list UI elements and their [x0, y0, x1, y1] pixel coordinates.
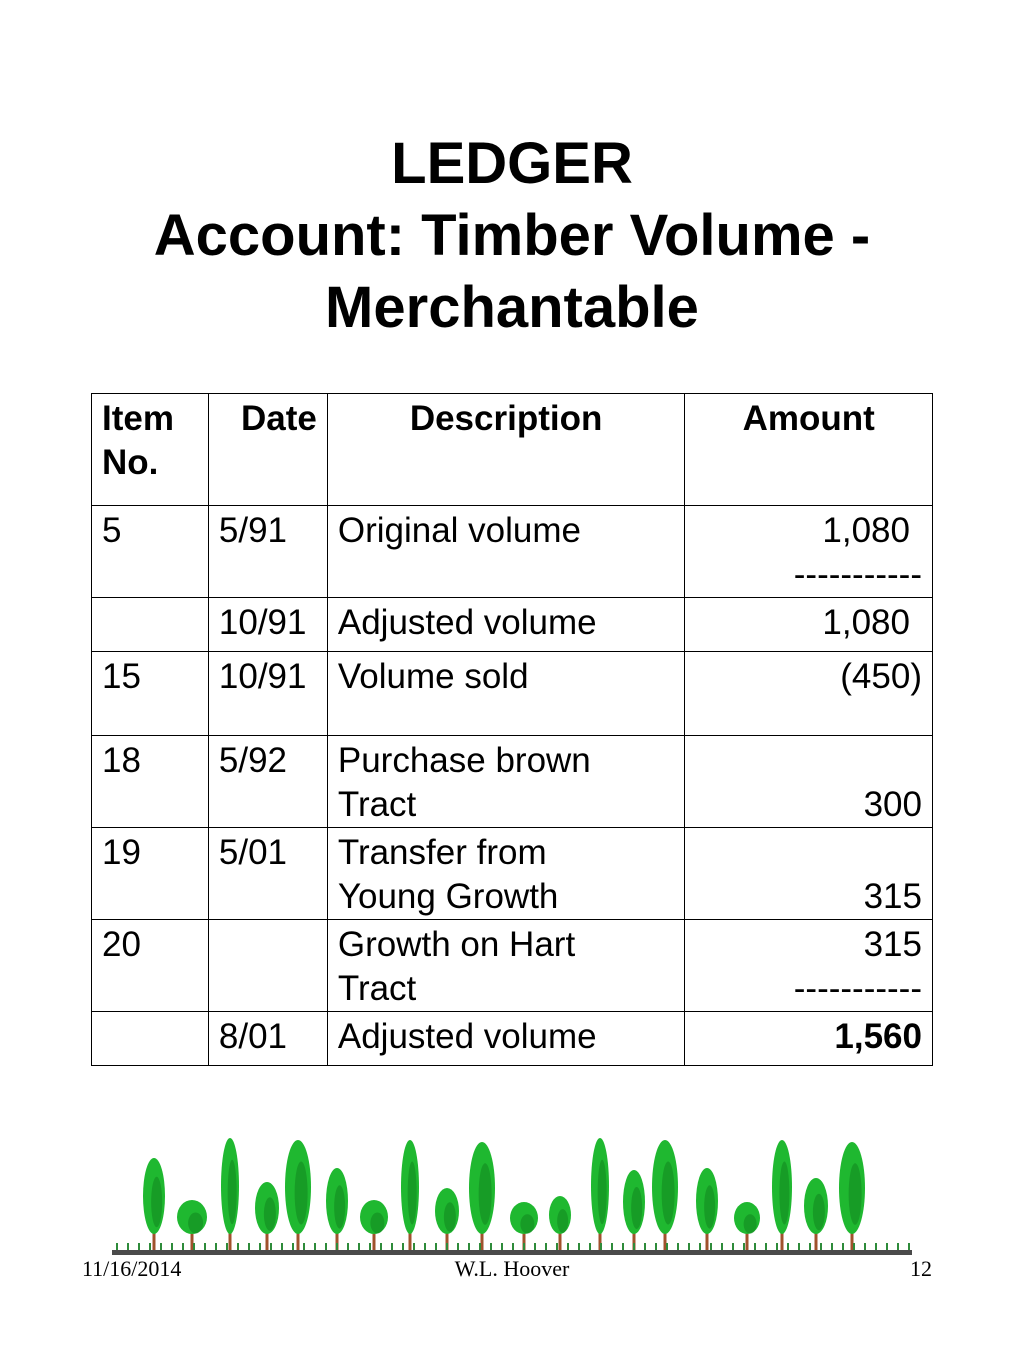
tree-line-decoration	[112, 1130, 912, 1260]
grass-blade	[655, 1243, 657, 1250]
grass-blade	[446, 1243, 448, 1250]
header-description: Description	[327, 394, 684, 506]
grass-blade	[633, 1243, 635, 1250]
grass-blade	[622, 1243, 624, 1250]
header-item-no: Item No.	[92, 394, 209, 506]
tree-shade	[520, 1214, 534, 1234]
grass-blade	[897, 1243, 899, 1250]
tree-shade	[479, 1163, 492, 1225]
grass-blade	[589, 1243, 591, 1250]
cell-date: 8/01	[208, 1012, 327, 1066]
grass-blade	[666, 1243, 668, 1250]
grass-blade	[457, 1243, 459, 1250]
grass-blade	[545, 1243, 547, 1250]
grass-blade	[369, 1243, 371, 1250]
grass-blade	[204, 1243, 206, 1250]
cell-description	[327, 506, 684, 598]
cell-amount	[685, 1012, 933, 1066]
title-line-2: Account: Timber Volume -	[153, 203, 871, 268]
desc-line: Adjusted volume	[337, 1017, 597, 1056]
cell-amount	[685, 506, 933, 598]
tree-shade	[813, 1194, 825, 1230]
footer-date: 11/16/2014	[82, 1256, 182, 1281]
table-row	[92, 1012, 933, 1066]
grass-blade	[776, 1243, 778, 1250]
cell-date: 5/01	[208, 828, 327, 920]
cell-amount	[685, 598, 933, 652]
amount-value: 1,080	[822, 511, 910, 550]
amount-value: 315	[863, 925, 922, 964]
header-amount: Amount	[685, 394, 933, 506]
grass-blade	[138, 1243, 140, 1250]
grass-blade	[886, 1243, 888, 1250]
grass-blade	[831, 1243, 833, 1250]
footer-author: W.L. Hoover	[454, 1256, 570, 1281]
grass-blade	[875, 1243, 877, 1250]
cell-amount	[685, 828, 933, 920]
grass-blade	[270, 1243, 272, 1250]
grass-blade	[556, 1243, 558, 1250]
grass-blade	[501, 1243, 503, 1250]
grass-blade	[908, 1243, 910, 1250]
cell-description	[327, 652, 684, 736]
tree-shade	[779, 1162, 789, 1225]
grass-blade	[127, 1243, 129, 1250]
desc-line: Volume sold	[337, 657, 529, 696]
cell-item: 19	[92, 828, 209, 920]
tree-shade	[370, 1213, 384, 1234]
desc-line: Purchase brown	[337, 741, 591, 780]
grass-blade	[380, 1243, 382, 1250]
grass-blade	[160, 1243, 162, 1250]
cell-description	[327, 736, 684, 828]
grass-blade	[754, 1243, 756, 1250]
grass-blade	[303, 1243, 305, 1250]
tree-shade	[264, 1197, 276, 1231]
desc-line: Original volume	[337, 511, 582, 550]
desc-line: Growth on Hart	[337, 925, 576, 964]
subtotal-rule: -----------	[793, 555, 922, 594]
grass-blade	[193, 1243, 195, 1250]
grass-blade	[512, 1243, 514, 1250]
desc-line: Transfer from	[337, 833, 547, 872]
trees-group	[116, 1138, 910, 1250]
grass-blade	[325, 1243, 327, 1250]
grass-blade	[864, 1243, 866, 1250]
grass-blade	[182, 1243, 184, 1250]
grass-blade	[314, 1243, 316, 1250]
cell-date	[208, 920, 327, 1012]
grass-blade	[710, 1243, 712, 1250]
cell-date: 10/91	[208, 598, 327, 652]
grass-blade	[391, 1243, 393, 1250]
ledger-table	[91, 393, 933, 1066]
grass-blade	[336, 1243, 338, 1250]
slide-title	[0, 128, 1024, 344]
desc-line: Adjusted volume	[337, 603, 597, 642]
grass-blade	[402, 1243, 404, 1250]
desc-line: Tract	[337, 785, 417, 824]
cell-description	[327, 828, 684, 920]
tree-shade	[631, 1187, 642, 1229]
table-row	[92, 736, 933, 828]
cell-description	[327, 920, 684, 1012]
grass-blade	[732, 1243, 734, 1250]
amount-spacer	[695, 831, 922, 875]
header-date: Date	[208, 394, 327, 506]
grass-blade	[149, 1243, 151, 1250]
tree-shade	[188, 1213, 203, 1234]
tree-shade	[408, 1162, 417, 1225]
tree-shade	[151, 1177, 162, 1227]
grass-blade	[479, 1243, 481, 1250]
grass-blade	[215, 1243, 217, 1250]
grass-blade	[424, 1243, 426, 1250]
grass-blade	[248, 1243, 250, 1250]
grass-blade	[116, 1243, 118, 1250]
grass-blade	[281, 1243, 283, 1250]
amount-value: (450)	[840, 657, 922, 696]
grass-blade	[677, 1243, 679, 1250]
grass-blade	[578, 1243, 580, 1250]
cell-amount	[685, 920, 933, 1012]
grass-blade	[468, 1243, 470, 1250]
grass-blade	[809, 1243, 811, 1250]
table-row	[92, 828, 933, 920]
table-row	[92, 506, 933, 598]
page-number: 12	[910, 1256, 932, 1281]
cell-description	[327, 598, 684, 652]
grass-blade	[259, 1243, 261, 1250]
header-row	[92, 394, 933, 506]
tree-shade	[662, 1162, 675, 1225]
grass-blade	[413, 1243, 415, 1250]
grass-blade	[721, 1243, 723, 1250]
tree-shade	[444, 1202, 456, 1231]
grass-blade	[743, 1243, 745, 1250]
grass-blade	[534, 1243, 536, 1250]
grass-blade	[292, 1243, 294, 1250]
cell-item: 20	[92, 920, 209, 1012]
subtotal-rule: -----------	[793, 969, 922, 1008]
grass-blade	[688, 1243, 690, 1250]
cell-item: 15	[92, 652, 209, 736]
tree-shade	[704, 1185, 715, 1228]
cell-amount	[685, 736, 933, 828]
grass-blade	[567, 1243, 569, 1250]
amount-value: 1,080	[822, 603, 910, 642]
grass-blade	[787, 1243, 789, 1250]
title-line-3: Merchantable	[325, 275, 699, 340]
cell-description	[327, 1012, 684, 1066]
amount-value: 300	[863, 785, 922, 824]
grass-blade	[358, 1243, 360, 1250]
grass-blade	[347, 1243, 349, 1250]
grass-blade	[842, 1243, 844, 1250]
table-row	[92, 652, 933, 736]
grass-blade	[820, 1243, 822, 1250]
tree-shade	[228, 1160, 237, 1224]
grass-blade	[853, 1243, 855, 1250]
tree-shade	[334, 1185, 345, 1228]
tree-shade	[598, 1160, 607, 1224]
grass-blade	[435, 1243, 437, 1250]
amount-spacer	[695, 739, 922, 783]
grass-blade	[171, 1243, 173, 1250]
tree-shade	[849, 1163, 862, 1225]
grass-blade	[611, 1243, 613, 1250]
desc-line: Young Growth	[337, 877, 559, 916]
grass-blade	[644, 1243, 646, 1250]
grass-blade	[798, 1243, 800, 1250]
tree-shade	[557, 1209, 568, 1233]
grass-blade	[490, 1243, 492, 1250]
grass-blade	[523, 1243, 525, 1250]
desc-line: Tract	[337, 969, 417, 1008]
cell-date: 5/92	[208, 736, 327, 828]
table-row	[92, 598, 933, 652]
cell-amount	[685, 652, 933, 736]
table-row	[92, 920, 933, 1012]
cell-item: 5	[92, 506, 209, 598]
tree-shade	[295, 1162, 308, 1225]
title-line-1: LEDGER	[391, 131, 633, 196]
cell-date: 5/91	[208, 506, 327, 598]
grass-blade	[699, 1243, 701, 1250]
amount-total-value: 1,560	[834, 1017, 922, 1056]
cell-date: 10/91	[208, 652, 327, 736]
tree-shade	[744, 1214, 757, 1234]
amount-value: 315	[863, 877, 922, 916]
cell-item	[92, 1012, 209, 1066]
grass-blade	[237, 1243, 239, 1250]
grass-blade	[600, 1243, 602, 1250]
cell-item: 18	[92, 736, 209, 828]
grass-blade	[765, 1243, 767, 1250]
grass-blade	[226, 1243, 228, 1250]
cell-item	[92, 598, 209, 652]
